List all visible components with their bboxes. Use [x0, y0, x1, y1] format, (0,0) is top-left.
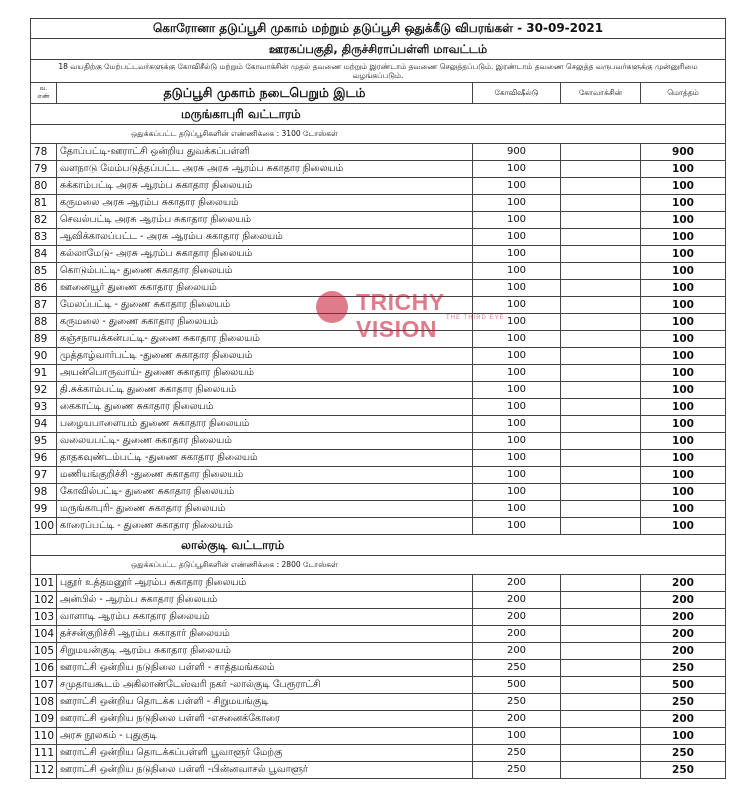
row-covishield-count: 200	[473, 626, 561, 643]
row-covaxin-count	[561, 660, 641, 677]
row-camp-location: வலையபட்டி- துணை சுகாதார நிலையம்	[57, 433, 473, 450]
row-camp-location: மணியங்குறிச்சி -துணை சுகாதார நிலையம்	[57, 467, 473, 484]
row-covishield-count: 200	[473, 609, 561, 626]
row-total-count: 100	[641, 195, 726, 212]
row-total-count: 100	[641, 501, 726, 518]
row-total-count: 250	[641, 745, 726, 762]
row-covaxin-count	[561, 280, 641, 297]
block-doses-lalgudi: ஒதுக்கப்பட்ட தடுப்பூசிகளின் எண்ணிக்கை : 2800 டோஸ்கள்	[31, 556, 726, 575]
row-serial-number: 98	[31, 484, 57, 501]
row-covishield-count: 200	[473, 575, 561, 592]
row-covaxin-count	[561, 484, 641, 501]
table-row	[31, 331, 726, 348]
table-row	[31, 626, 726, 643]
row-covishield-count: 100	[473, 331, 561, 348]
table-row	[31, 450, 726, 467]
block-doses-marungapuri: ஒதுக்கப்பட்ட தடுப்பூசிகளின் எண்ணிக்கை : 3100 டோஸ்கள்	[31, 125, 726, 144]
row-serial-number: 105	[31, 643, 57, 660]
row-covaxin-count	[561, 263, 641, 280]
row-camp-location: தி.சுக்காம்பட்டி துணை சுகாதார நிலையம்	[57, 382, 473, 399]
row-total-count: 250	[641, 660, 726, 677]
row-camp-location: செவல்பட்டி அரசு ஆரம்ப சுகாதார நிலையம்	[57, 212, 473, 229]
row-total-count: 100	[641, 728, 726, 745]
row-total-count: 200	[641, 592, 726, 609]
table-row	[31, 660, 726, 677]
row-serial-number: 83	[31, 229, 57, 246]
row-total-count: 100	[641, 450, 726, 467]
row-serial-number: 102	[31, 592, 57, 609]
row-covaxin-count	[561, 575, 641, 592]
row-total-count: 100	[641, 433, 726, 450]
row-camp-location: மேலப்பட்டி - துணை சுகாதார நிலையம்	[57, 297, 473, 314]
row-covishield-count: 100	[473, 297, 561, 314]
row-serial-number: 92	[31, 382, 57, 399]
row-total-count: 100	[641, 365, 726, 382]
row-total-count: 100	[641, 229, 726, 246]
row-total-count: 100	[641, 382, 726, 399]
allocation-sheet	[30, 18, 725, 779]
row-covishield-count: 200	[473, 711, 561, 728]
block-title-lalgudi: லால்குடி வட்டாரம்	[31, 535, 726, 556]
watermark-text: TRICHY VISION	[356, 289, 445, 342]
row-covishield-count: 100	[473, 263, 561, 280]
row-camp-location: ஊராட்சி ஒன்றிய தொடக்கப்பள்ளி பூவாளூர் மேற்கு	[57, 745, 473, 762]
row-total-count: 100	[641, 484, 726, 501]
row-serial-number: 82	[31, 212, 57, 229]
row-camp-location: புதூர் உத்தமனூர் ஆரம்ப சுகாதார நிலையம்	[57, 575, 473, 592]
row-serial-number: 87	[31, 297, 57, 314]
table-row	[31, 382, 726, 399]
row-camp-location: வளநாடு மேம்படுத்தப்பட்ட அரசு அரசு ஆரம்ப சுகாதார நிலையம்	[57, 161, 473, 178]
header-serial-number: வ. எண்	[31, 83, 57, 104]
row-covaxin-count	[561, 467, 641, 484]
row-covaxin-count	[561, 677, 641, 694]
table-row	[31, 246, 726, 263]
table-row	[31, 263, 726, 280]
row-serial-number: 79	[31, 161, 57, 178]
row-total-count: 100	[641, 331, 726, 348]
row-covaxin-count	[561, 246, 641, 263]
row-serial-number: 78	[31, 144, 57, 161]
header-total: மொத்தம்	[641, 83, 726, 104]
row-covaxin-count	[561, 331, 641, 348]
row-serial-number: 89	[31, 331, 57, 348]
row-camp-location: அன்பில் - ஆரம்ப சுகாதார நிலையம்	[57, 592, 473, 609]
header-covaxin: கோவாக்சின்	[561, 83, 641, 104]
row-serial-number: 81	[31, 195, 57, 212]
row-camp-location: சிறுமயன்குடி ஆரம்ப சுகாதார நிலையம்	[57, 643, 473, 660]
table-row	[31, 501, 726, 518]
row-covishield-count: 100	[473, 229, 561, 246]
row-serial-number: 94	[31, 416, 57, 433]
row-serial-number: 85	[31, 263, 57, 280]
watermark-tagline: THE THIRD EYE	[446, 315, 505, 321]
row-covishield-count: 100	[473, 178, 561, 195]
row-serial-number: 86	[31, 280, 57, 297]
row-covaxin-count	[561, 229, 641, 246]
row-camp-location: கருமலை அரசு ஆரம்ப சுகாதார நிலையம்	[57, 195, 473, 212]
table-row	[31, 178, 726, 195]
row-covaxin-count	[561, 694, 641, 711]
row-camp-location: ஊராட்சி ஒன்றிய நடுநிலை பள்ளி -எசனைக்கோரை	[57, 711, 473, 728]
row-camp-location: தச்சன்குறிச்சி ஆரம்ப சுகாதார் நிலையம்	[57, 626, 473, 643]
row-serial-number: 109	[31, 711, 57, 728]
row-covaxin-count	[561, 643, 641, 660]
row-covishield-count: 100	[473, 728, 561, 745]
row-serial-number: 106	[31, 660, 57, 677]
row-total-count: 250	[641, 694, 726, 711]
row-total-count: 200	[641, 643, 726, 660]
row-covaxin-count	[561, 382, 641, 399]
row-camp-location: கருமலை - துணை சுகாதார நிலையம்	[57, 314, 473, 331]
row-covaxin-count	[561, 728, 641, 745]
table-row	[31, 694, 726, 711]
row-covishield-count: 100	[473, 518, 561, 535]
row-total-count: 100	[641, 314, 726, 331]
row-covishield-count: 100	[473, 280, 561, 297]
row-camp-location: அயன்பொருவாய்- துணை சுகாதார நிலையம்	[57, 365, 473, 382]
row-serial-number: 99	[31, 501, 57, 518]
row-covishield-count: 100	[473, 501, 561, 518]
row-serial-number: 97	[31, 467, 57, 484]
row-serial-number: 104	[31, 626, 57, 643]
row-covaxin-count	[561, 399, 641, 416]
row-covaxin-count	[561, 178, 641, 195]
row-camp-location: காரைப்பட்டி - துணை சுகாதார நிலையம்	[57, 518, 473, 535]
row-camp-location: ஊராட்சி ஒன்றிய நடுநிலை பள்ளி - சாத்தமங்கலம்	[57, 660, 473, 677]
row-covishield-count: 100	[473, 246, 561, 263]
table-row	[31, 229, 726, 246]
row-serial-number: 91	[31, 365, 57, 382]
table-row	[31, 297, 726, 314]
table-row	[31, 280, 726, 297]
row-covaxin-count	[561, 212, 641, 229]
row-total-count: 250	[641, 762, 726, 779]
table-row	[31, 677, 726, 694]
row-covaxin-count	[561, 592, 641, 609]
table-row	[31, 575, 726, 592]
row-covaxin-count	[561, 297, 641, 314]
row-camp-location: கஞ்சநாயக்கன்பட்டி- துணை சுகாதார நிலையம்	[57, 331, 473, 348]
row-camp-location: கல்லாமேடு- அரசு ஆரம்ப சுகாதார நிலையம்	[57, 246, 473, 263]
row-total-count: 100	[641, 212, 726, 229]
row-covishield-count: 100	[473, 467, 561, 484]
table-row	[31, 467, 726, 484]
row-total-count: 100	[641, 280, 726, 297]
row-covishield-count: 100	[473, 382, 561, 399]
table-row	[31, 212, 726, 229]
row-covaxin-count	[561, 501, 641, 518]
row-covishield-count: 100	[473, 212, 561, 229]
table-row	[31, 484, 726, 501]
row-covaxin-count	[561, 161, 641, 178]
row-covishield-count: 900	[473, 144, 561, 161]
row-total-count: 100	[641, 161, 726, 178]
row-serial-number: 93	[31, 399, 57, 416]
row-serial-number: 107	[31, 677, 57, 694]
row-covaxin-count	[561, 314, 641, 331]
row-total-count: 200	[641, 626, 726, 643]
row-total-count: 100	[641, 348, 726, 365]
row-camp-location: ஊராட்சி ஒன்றிய தொடக்க பள்ளி - சிறுமயங்குடி	[57, 694, 473, 711]
row-camp-location: மருங்காபுரி- துணை சுகாதார நிலையம்	[57, 501, 473, 518]
row-camp-location: சமுதாயகூடம் அகிலாண்டேஸ்வரி நகர் -லால்குடி பேரூராட்சி	[57, 677, 473, 694]
row-camp-location: தாதகவுண்டம்பட்டி -துணை சுகாதார நிலையம்	[57, 450, 473, 467]
row-serial-number: 101	[31, 575, 57, 592]
row-covishield-count: 100	[473, 399, 561, 416]
row-covishield-count: 100	[473, 484, 561, 501]
row-covishield-count: 100	[473, 161, 561, 178]
row-covaxin-count	[561, 144, 641, 161]
row-total-count: 100	[641, 297, 726, 314]
table-row	[31, 592, 726, 609]
row-camp-location: முத்தாழ்வார்பட்டி -துணை சுகாதார நிலையம்	[57, 348, 473, 365]
row-camp-location: கைகாட்டி துணை சுகாதார நிலையம்	[57, 399, 473, 416]
row-covaxin-count	[561, 745, 641, 762]
row-covaxin-count	[561, 416, 641, 433]
row-total-count: 100	[641, 178, 726, 195]
row-covishield-count: 200	[473, 592, 561, 609]
header-camp-location: தடுப்பூசி முகாம் நடைபெறும் இடம்	[57, 83, 473, 104]
row-covaxin-count	[561, 518, 641, 535]
table-row	[31, 144, 726, 161]
row-serial-number: 110	[31, 728, 57, 745]
row-covishield-count: 100	[473, 433, 561, 450]
row-total-count: 100	[641, 467, 726, 484]
row-covishield-count: 500	[473, 677, 561, 694]
row-serial-number: 100	[31, 518, 57, 535]
row-covishield-count: 100	[473, 365, 561, 382]
row-total-count: 100	[641, 416, 726, 433]
table-row	[31, 195, 726, 212]
row-camp-location: கொடும்பட்டி- துணை சுகாதார நிலையம்	[57, 263, 473, 280]
table-row	[31, 762, 726, 779]
row-covaxin-count	[561, 762, 641, 779]
row-covishield-count: 250	[473, 660, 561, 677]
row-covishield-count: 200	[473, 643, 561, 660]
row-camp-location: ஊனையூர் துணை சுகாதார நிலையம்	[57, 280, 473, 297]
row-covishield-count: 250	[473, 694, 561, 711]
district-subtitle: ஊரகப்பகுதி, திருச்சிராப்பள்ளி மாவட்டம்	[31, 39, 726, 60]
table-row	[31, 365, 726, 382]
row-covaxin-count	[561, 195, 641, 212]
row-covaxin-count	[561, 450, 641, 467]
row-serial-number: 84	[31, 246, 57, 263]
row-camp-location: அரசு நூலகம் - புதுகுடி	[57, 728, 473, 745]
row-covishield-count: 100	[473, 195, 561, 212]
row-covaxin-count	[561, 365, 641, 382]
row-serial-number: 112	[31, 762, 57, 779]
row-serial-number: 80	[31, 178, 57, 195]
row-covishield-count: 100	[473, 348, 561, 365]
allocation-table	[30, 18, 726, 779]
table-row	[31, 643, 726, 660]
table-row	[31, 314, 726, 331]
table-row	[31, 348, 726, 365]
row-serial-number: 95	[31, 433, 57, 450]
row-serial-number: 111	[31, 745, 57, 762]
row-covaxin-count	[561, 433, 641, 450]
row-camp-location: கோவில்பட்டி- துணை சுகாதார நிலையம்	[57, 484, 473, 501]
row-covaxin-count	[561, 348, 641, 365]
row-covishield-count: 250	[473, 745, 561, 762]
row-covishield-count: 100	[473, 314, 561, 331]
row-serial-number: 103	[31, 609, 57, 626]
table-row	[31, 728, 726, 745]
row-serial-number: 108	[31, 694, 57, 711]
row-total-count: 900	[641, 144, 726, 161]
table-row	[31, 416, 726, 433]
row-camp-location: தோப்பட்டி-ஊராட்சி ஒன்றிய துவக்கப்பள்ளி	[57, 144, 473, 161]
row-camp-location: பழையபாளையம் துணை சுகாதார நிலையம்	[57, 416, 473, 433]
row-total-count: 200	[641, 609, 726, 626]
row-camp-location: சுக்காம்பட்டி அரசு ஆரம்ப சுகாதார நிலையம்	[57, 178, 473, 195]
block-title-marungapuri: மருங்காபுரி வட்டாரம்	[31, 104, 726, 125]
table-row	[31, 745, 726, 762]
document-title: கொரோனா தடுப்பூசி முகாம் மற்றும் தடுப்பூசி ஒதுக்கீடு விபரங்கள் - 30-09-2021	[31, 19, 726, 39]
row-covishield-count: 100	[473, 416, 561, 433]
row-total-count: 500	[641, 677, 726, 694]
row-serial-number: 90	[31, 348, 57, 365]
eligibility-note: 18 வயதிற்கு மேற்பட்டவர்களுக்கு கோவிசீல்டு மற்றும் கோவாக்சின் முதல் தவணை மற்றும் இரண்டாம் தவணை செலுத்தப்படும். இரண்டாம் தவணை செலுத்த வருபவர்களுக்கு முன்னுரிமை வழங்கப்படும்.	[31, 60, 726, 83]
row-covaxin-count	[561, 626, 641, 643]
row-total-count: 100	[641, 518, 726, 535]
row-serial-number: 88	[31, 314, 57, 331]
row-covaxin-count	[561, 609, 641, 626]
header-covishield: கோவிஷீல்டு	[473, 83, 561, 104]
row-camp-location: ஊராட்சி ஒன்றிய நடுநிலை பள்ளி -பின்னவாசல் பூவாளூர்	[57, 762, 473, 779]
row-total-count: 100	[641, 263, 726, 280]
column-header-row	[31, 83, 726, 104]
row-total-count: 100	[641, 246, 726, 263]
row-total-count: 200	[641, 575, 726, 592]
table-row	[31, 161, 726, 178]
table-row	[31, 711, 726, 728]
row-covishield-count: 100	[473, 450, 561, 467]
row-total-count: 200	[641, 711, 726, 728]
row-camp-location: வாளாடி ஆரம்ப சுகாதார நிலையம்	[57, 609, 473, 626]
table-row	[31, 518, 726, 535]
table-row	[31, 609, 726, 626]
table-row	[31, 433, 726, 450]
row-total-count: 100	[641, 399, 726, 416]
row-camp-location: ஆவிக்காலப்பட்ட - அரசு ஆரம்ப சுகாதார நிலையம்	[57, 229, 473, 246]
table-row	[31, 399, 726, 416]
row-serial-number: 96	[31, 450, 57, 467]
row-covishield-count: 250	[473, 762, 561, 779]
row-covaxin-count	[561, 711, 641, 728]
